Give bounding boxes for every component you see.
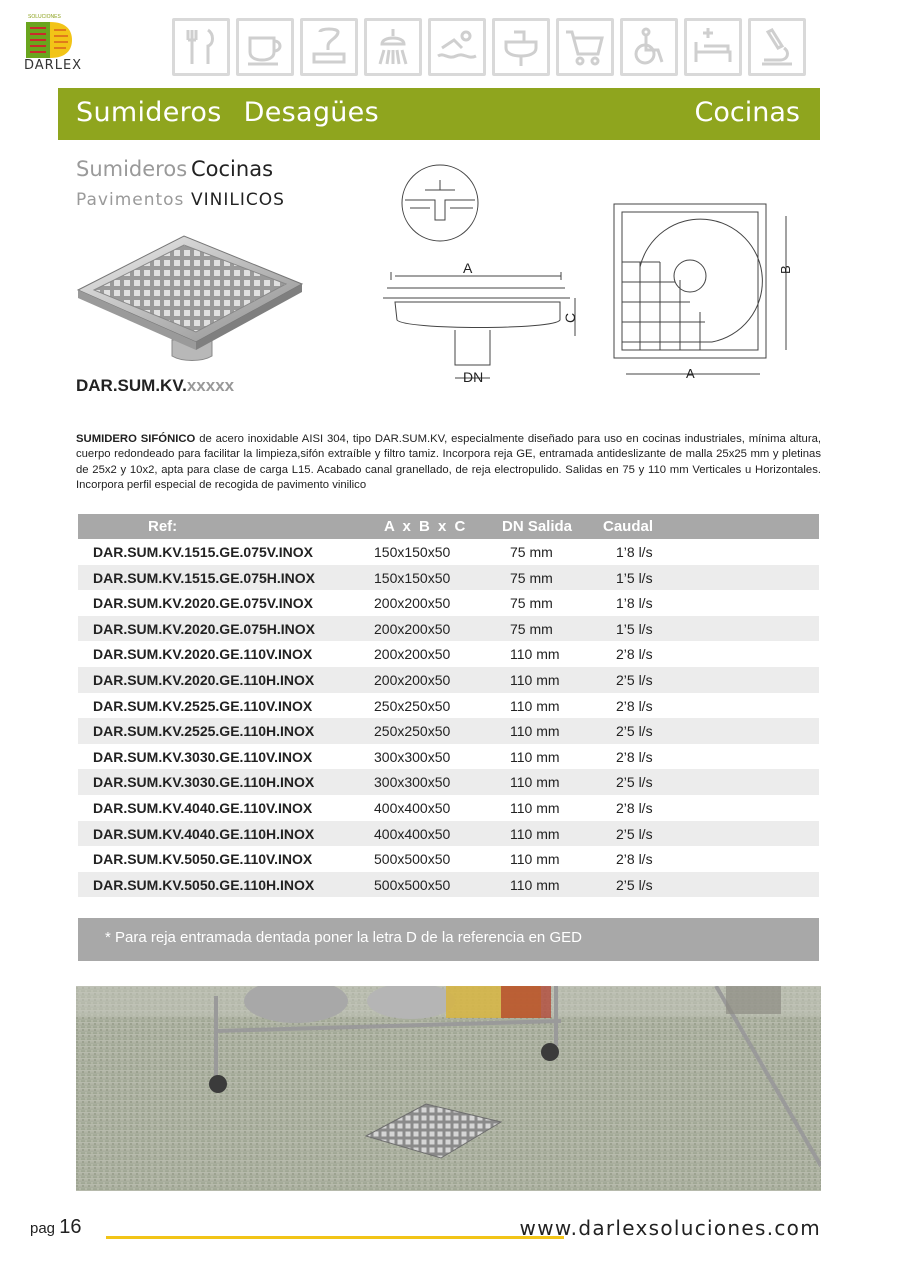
- cell-dimensions: 400x400x50: [374, 825, 451, 842]
- product-code-prefix: DAR.SUM.KV.: [76, 376, 187, 395]
- website-url: www.darlexsoluciones.com: [519, 1216, 821, 1240]
- washbasin-icon: [492, 18, 550, 76]
- cell-dimensions: 250x250x50: [374, 723, 451, 740]
- dimension-c-label: C: [562, 312, 578, 323]
- cell-dimensions: 150x150x50: [374, 569, 451, 586]
- cell-dn: 110 mm: [510, 851, 560, 868]
- subheading-pavimentos: [76, 190, 285, 210]
- section-drawing: [365, 160, 590, 392]
- cell-ref: DAR.SUM.KV.2020.GE.075V.INOX: [93, 595, 313, 612]
- toilet-icon: [300, 18, 358, 76]
- cell-dn: 110 mm: [510, 799, 560, 816]
- cell-dimensions: 150x150x50: [374, 544, 451, 560]
- category-icons: [172, 18, 822, 76]
- swimming-icon: [428, 18, 486, 76]
- cell-caudal: 2’8 l/s: [616, 851, 653, 868]
- subheading-value: VINILICOS: [191, 190, 285, 210]
- product-description: [76, 432, 821, 494]
- specs-table: [78, 514, 819, 897]
- cell-ref: DAR.SUM.KV.3030.GE.110V.INOX: [93, 748, 313, 765]
- note-box: [78, 918, 819, 961]
- page-label: pag: [30, 1220, 56, 1237]
- cell-caudal: 2’5 l/s: [616, 876, 653, 893]
- cell-dimensions: 200x200x50: [374, 646, 451, 663]
- cell-ref: DAR.SUM.KV.2525.GE.110H.INOX: [93, 723, 315, 740]
- cell-dn: 110 mm: [510, 723, 560, 740]
- darlex-logo: [22, 14, 83, 76]
- page-number: [30, 1216, 81, 1239]
- subheading-label: Sumideros: [76, 157, 188, 181]
- wheelchair-icon: [620, 18, 678, 76]
- cart-icon: [556, 18, 614, 76]
- cell-caudal: 2’8 l/s: [616, 799, 653, 816]
- product-photo: [72, 228, 312, 368]
- page-number-value: 16: [59, 1216, 82, 1238]
- cell-ref: DAR.SUM.KV.5050.GE.110H.INOX: [93, 876, 315, 893]
- table-row: [78, 769, 819, 795]
- table-row: [78, 872, 819, 898]
- cell-dn: 110 mm: [510, 825, 560, 842]
- cell-ref: DAR.SUM.KV.2020.GE.075H.INOX: [93, 620, 316, 637]
- cell-caudal: 1’5 l/s: [616, 620, 653, 637]
- microscope-icon: [748, 18, 806, 76]
- description-lead: SUMIDERO SIFÓNICO: [76, 433, 196, 445]
- cell-caudal: 1’5 l/s: [616, 569, 653, 586]
- cell-ref: DAR.SUM.KV.5050.GE.110V.INOX: [93, 851, 313, 868]
- cell-dimensions: 300x300x50: [374, 748, 451, 765]
- cell-ref: DAR.SUM.KV.3030.GE.110H.INOX: [93, 774, 315, 791]
- dimension-dn-label: DN: [463, 369, 484, 385]
- header-dn-salida: DN Salida: [502, 518, 573, 535]
- cell-caudal: 2’8 l/s: [616, 748, 653, 765]
- cell-caudal: 2’5 l/s: [616, 825, 653, 842]
- table-body: [78, 539, 819, 897]
- table-row: [78, 821, 819, 847]
- cell-ref: DAR.SUM.KV.2525.GE.110V.INOX: [93, 697, 313, 714]
- table-row: [78, 565, 819, 591]
- cell-ref: DAR.SUM.KV.2020.GE.110V.INOX: [93, 646, 313, 663]
- header-caudal: Caudal: [603, 518, 654, 535]
- cell-dimensions: 200x200x50: [374, 595, 451, 612]
- table-row: [78, 744, 819, 770]
- cell-dimensions: 250x250x50: [374, 697, 451, 714]
- banner-section: Cocinas: [694, 97, 800, 128]
- dimension-a-label: A: [463, 260, 473, 276]
- cell-dn: 110 mm: [510, 748, 560, 765]
- cell-caudal: 1’8 l/s: [616, 595, 653, 612]
- cell-caudal: 2’5 l/s: [616, 774, 653, 791]
- cell-caudal: 2’5 l/s: [616, 671, 653, 688]
- cell-ref: DAR.SUM.KV.2020.GE.110H.INOX: [93, 671, 315, 688]
- hospital-bed-icon: [684, 18, 742, 76]
- title-banner: [58, 88, 820, 140]
- subheading-value: Cocinas: [191, 157, 274, 181]
- table-row: [78, 667, 819, 693]
- table-row: [78, 616, 819, 642]
- cell-dn: 110 mm: [510, 876, 560, 893]
- footer-divider: [106, 1236, 564, 1239]
- logo-tagline: SOLUCIONES: [28, 14, 61, 20]
- banner-title: [76, 97, 379, 128]
- cell-dimensions: 200x200x50: [374, 620, 451, 637]
- cell-dn: 110 mm: [510, 646, 560, 663]
- banner-title-2: Desagües: [243, 97, 379, 128]
- cell-caudal: 2’5 l/s: [616, 723, 653, 740]
- header-ref: Ref:: [148, 518, 178, 535]
- table-row: [78, 590, 819, 616]
- table-row: [78, 795, 819, 821]
- cell-dn: 110 mm: [510, 697, 560, 714]
- banner-title-1: Sumideros: [76, 97, 222, 128]
- cell-dn: 110 mm: [510, 671, 560, 688]
- darlex-logo-icon: [26, 18, 74, 58]
- cell-dn: 75 mm: [510, 569, 553, 586]
- logo-name: DARLEX: [24, 58, 83, 73]
- dimension-b-label: B: [778, 265, 793, 274]
- note-text: * Para reja entramada dentada poner la letra D de la referencia en GED: [105, 929, 582, 946]
- cell-ref: DAR.SUM.KV.1515.GE.075H.INOX: [93, 569, 316, 586]
- coffee-cup-icon: [236, 18, 294, 76]
- cell-dn: 75 mm: [510, 620, 553, 637]
- plan-drawing: [600, 192, 800, 384]
- cell-dimensions: 500x500x50: [374, 851, 451, 868]
- cell-dimensions: 400x400x50: [374, 799, 451, 816]
- table-row: [78, 539, 819, 565]
- shower-icon: [364, 18, 422, 76]
- cell-dimensions: 300x300x50: [374, 774, 451, 791]
- kitchen-photo: [76, 986, 821, 1191]
- cell-dimensions: 500x500x50: [374, 876, 451, 893]
- description-text: de acero inoxidable AISI 304, tipo DAR.SUM.KV, especialmente diseñado para uso en cocinas industriales, mínima altura, cuerpo redondeado para facilitar la limpieza,sifón extraíble y filtro tamiz. Incorpora reja GE, entramada antideslizante de malla 25x25 mm y pletinas de 25x2 y 10x2, apta para clase de carga L15. Acabado canal granellado, de reja electropulido. Salidas en 75 y 110 mm Verticales u Horizontales. Incorpora perfil especial de recogida de pavimento vinilico: [76, 433, 822, 492]
- product-code: [76, 376, 234, 396]
- cell-ref: DAR.SUM.KV.4040.GE.110V.INOX: [93, 799, 313, 816]
- cell-caudal: 2’8 l/s: [616, 646, 653, 663]
- subheading-sumideros: [76, 157, 273, 181]
- cell-dn: 75 mm: [510, 544, 553, 560]
- cell-dn: 110 mm: [510, 774, 560, 791]
- header-dimensions: A x B x C: [384, 518, 468, 535]
- cell-ref: DAR.SUM.KV.1515.GE.075V.INOX: [93, 544, 313, 560]
- product-code-suffix: xxxxx: [186, 376, 235, 395]
- cell-dimensions: 200x200x50: [374, 671, 451, 688]
- dimension-a-bottom-label: A: [686, 366, 695, 381]
- table-row: [78, 641, 819, 667]
- cell-ref: DAR.SUM.KV.4040.GE.110H.INOX: [93, 825, 315, 842]
- table-row: [78, 718, 819, 744]
- cell-dn: 75 mm: [510, 595, 553, 612]
- subheading-label: Pavimentos: [76, 190, 185, 210]
- table-header: [78, 514, 819, 539]
- restaurant-icon: [172, 18, 230, 76]
- cell-caudal: 2’8 l/s: [616, 697, 653, 714]
- table-row: [78, 846, 819, 872]
- table-row: [78, 693, 819, 719]
- cell-caudal: 1’8 l/s: [616, 544, 653, 560]
